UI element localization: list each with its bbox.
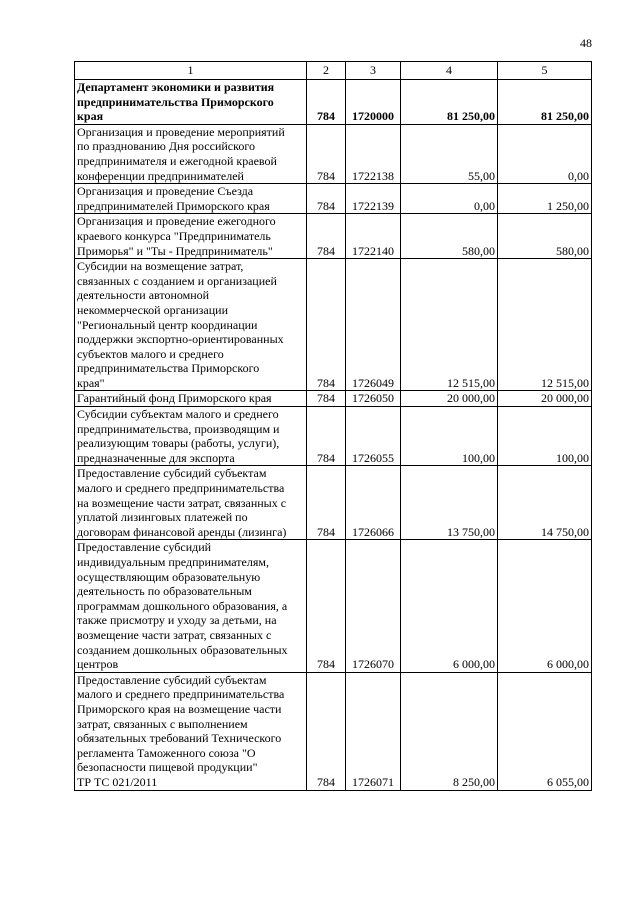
row-admin-code-cell: 784 <box>307 391 346 407</box>
row-admin-code-cell: 784 <box>307 540 346 672</box>
table-row <box>75 184 592 214</box>
column-header-1: 1 <box>75 62 307 80</box>
row-admin-code-cell: 784 <box>307 80 346 125</box>
row-name-cell: Предоставление субсидий субъектам малого и среднего предпринимательства на возмещение части затрат, связанных с уплатой лизинговых платежей по договорам финансовой аренды (лизинга) <box>75 466 307 540</box>
row-amount-2-cell: 100,00 <box>498 407 592 466</box>
row-amount-1-cell: 100,00 <box>401 407 498 466</box>
table-row <box>75 259 592 391</box>
row-amount-2-cell: 12 515,00 <box>498 259 592 391</box>
row-name-cell: Департамент экономики и развития предпринимательства Приморского края <box>75 80 307 125</box>
column-header-3: 3 <box>346 62 401 80</box>
row-admin-code-cell: 784 <box>307 672 346 790</box>
row-amount-2-cell: 14 750,00 <box>498 466 592 540</box>
row-amount-2-cell: 6 055,00 <box>498 672 592 790</box>
row-admin-code-cell: 784 <box>307 407 346 466</box>
table-row <box>75 391 592 407</box>
budget-table <box>74 61 592 791</box>
row-amount-1-cell: 12 515,00 <box>401 259 498 391</box>
table-row <box>75 124 592 183</box>
row-amount-1-cell: 0,00 <box>401 184 498 214</box>
row-amount-2-cell: 81 250,00 <box>498 80 592 125</box>
row-name-cell: Организация и проведение мероприятий по празднованию Дня российского предпринимателя и ежегодной краевой конференции предпринимателей <box>75 124 307 183</box>
row-name-cell: Гарантийный фонд Приморского края <box>75 391 307 407</box>
table-row <box>75 80 592 125</box>
row-admin-code-cell: 784 <box>307 214 346 259</box>
row-admin-code-cell: 784 <box>307 259 346 391</box>
row-name-cell: Субсидии на возмещение затрат, связанных с созданием и организацией деятельности автономной некоммерческой организации "Региональный центр координации поддержки экспортно-ориентированных субъектов малого и среднего предпринимательства Приморского края" <box>75 259 307 391</box>
row-target-code-cell: 1722139 <box>346 184 401 214</box>
row-admin-code-cell: 784 <box>307 124 346 183</box>
row-target-code-cell: 1726066 <box>346 466 401 540</box>
row-amount-2-cell: 0,00 <box>498 124 592 183</box>
row-target-code-cell: 1726071 <box>346 672 401 790</box>
row-name-cell: Организация и проведение Съезда предпринимателей Приморского края <box>75 184 307 214</box>
row-amount-1-cell: 81 250,00 <box>401 80 498 125</box>
row-target-code-cell: 1726050 <box>346 391 401 407</box>
row-amount-2-cell: 1 250,00 <box>498 184 592 214</box>
table-row <box>75 407 592 466</box>
row-name-cell: Предоставление субсидий индивидуальным предпринимателям, осуществляющим образовательную деятельность по образовательным программам дошкольного образования, а также присмотру и уходу за детьми, на возмещение части затрат, связанных с созданием дошкольных образовательных центров <box>75 540 307 672</box>
table-row <box>75 466 592 540</box>
row-target-code-cell: 1722138 <box>346 124 401 183</box>
table-row <box>75 540 592 672</box>
row-target-code-cell: 1720000 <box>346 80 401 125</box>
row-admin-code-cell: 784 <box>307 466 346 540</box>
row-name-cell: Организация и проведение ежегодного краевого конкурса "Предприниматель Приморья" и "Ты - Предприниматель" <box>75 214 307 259</box>
row-amount-1-cell: 20 000,00 <box>401 391 498 407</box>
row-amount-1-cell: 8 250,00 <box>401 672 498 790</box>
page-number: 48 <box>580 36 592 50</box>
row-target-code-cell: 1726049 <box>346 259 401 391</box>
row-amount-1-cell: 6 000,00 <box>401 540 498 672</box>
table-row <box>75 214 592 259</box>
column-header-5: 5 <box>498 62 592 80</box>
row-target-code-cell: 1726055 <box>346 407 401 466</box>
row-target-code-cell: 1722140 <box>346 214 401 259</box>
column-header-2: 2 <box>307 62 346 80</box>
row-amount-1-cell: 13 750,00 <box>401 466 498 540</box>
row-amount-1-cell: 55,00 <box>401 124 498 183</box>
table-row <box>75 672 592 790</box>
row-name-cell: Субсидии субъектам малого и среднего предпринимательства, производящим и реализующим товары (работы, услуги), предназначенные для экспорта <box>75 407 307 466</box>
row-amount-2-cell: 20 000,00 <box>498 391 592 407</box>
row-admin-code-cell: 784 <box>307 184 346 214</box>
row-amount-1-cell: 580,00 <box>401 214 498 259</box>
column-header-4: 4 <box>401 62 498 80</box>
row-amount-2-cell: 6 000,00 <box>498 540 592 672</box>
row-target-code-cell: 1726070 <box>346 540 401 672</box>
row-name-cell: Предоставление субсидий субъектам малого и среднего предпринимательства Приморского края на возмещение части затрат, связанных с выполнением обязательных требований Технического регламента Таможенного союза "О безопасности пищевой продукции" ТР ТС 021/2011 <box>75 672 307 790</box>
row-amount-2-cell: 580,00 <box>498 214 592 259</box>
table-header-row <box>75 62 592 80</box>
